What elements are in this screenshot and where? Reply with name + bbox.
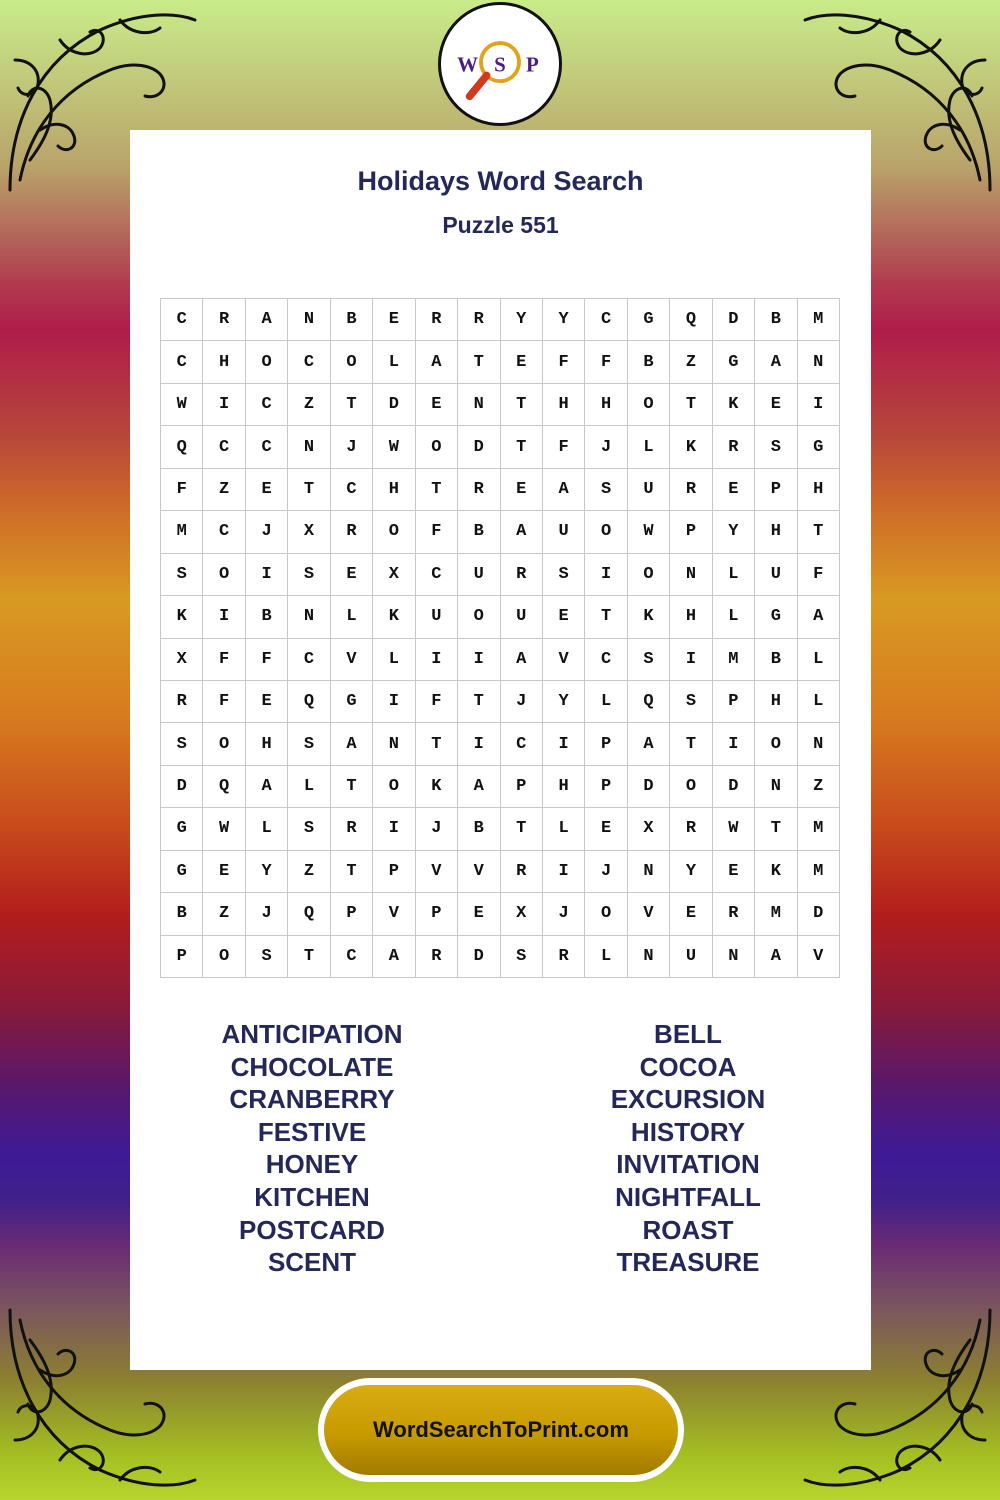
grid-cell[interactable]: Q [628, 681, 670, 723]
grid-cell[interactable]: N [288, 299, 330, 341]
grid-cell[interactable]: H [203, 341, 245, 383]
grid-cell[interactable]: D [713, 766, 755, 808]
grid-cell[interactable]: S [288, 723, 330, 765]
grid-cell[interactable]: F [543, 426, 585, 468]
grid-cell[interactable]: U [670, 936, 712, 978]
grid-cell[interactable]: F [203, 639, 245, 681]
grid-cell[interactable]: T [288, 469, 330, 511]
grid-cell[interactable]: C [161, 299, 203, 341]
grid-cell[interactable]: E [713, 851, 755, 893]
grid-cell[interactable]: R [543, 936, 585, 978]
grid-cell[interactable]: I [543, 723, 585, 765]
grid-cell[interactable]: A [416, 341, 458, 383]
grid-cell[interactable]: S [628, 639, 670, 681]
grid-cell[interactable]: D [161, 766, 203, 808]
word-list-right [538, 1018, 838, 1279]
grid-cell[interactable]: D [713, 299, 755, 341]
grid-cell[interactable]: S [585, 469, 627, 511]
grid-cell[interactable]: S [288, 554, 330, 596]
grid-cell[interactable]: O [203, 723, 245, 765]
word-list-item: TREASURE [616, 1247, 760, 1278]
grid-cell[interactable]: T [798, 511, 840, 553]
word-list-item: ANTICIPATION [221, 1019, 403, 1049]
puzzle-card [130, 130, 871, 1370]
word-list-item: CRANBERRY [229, 1084, 395, 1115]
grid-cell[interactable]: V [416, 851, 458, 893]
grid-cell[interactable]: N [373, 723, 415, 765]
grid-cell[interactable]: J [246, 511, 288, 553]
grid-cell[interactable]: L [585, 936, 627, 978]
grid-cell[interactable]: T [458, 681, 500, 723]
grid-cell[interactable]: H [585, 384, 627, 426]
grid-cell[interactable]: H [798, 469, 840, 511]
grid-cell[interactable]: M [713, 639, 755, 681]
grid-cell[interactable]: P [416, 893, 458, 935]
grid-cell[interactable]: Z [288, 851, 330, 893]
grid-cell[interactable]: A [798, 596, 840, 638]
grid-cell[interactable]: S [246, 936, 288, 978]
grid-cell[interactable]: R [458, 469, 500, 511]
grid-cell[interactable]: W [373, 426, 415, 468]
grid-cell[interactable]: I [713, 723, 755, 765]
grid-cell[interactable]: J [585, 426, 627, 468]
grid-cell[interactable]: L [331, 596, 373, 638]
grid-cell[interactable]: B [458, 808, 500, 850]
grid-cell[interactable]: N [628, 936, 670, 978]
grid-cell[interactable]: B [755, 299, 797, 341]
site-link-button[interactable] [318, 1378, 684, 1482]
grid-cell[interactable]: O [585, 893, 627, 935]
grid-cell[interactable]: L [543, 808, 585, 850]
grid-cell[interactable]: N [628, 851, 670, 893]
grid-cell[interactable]: T [670, 384, 712, 426]
grid-cell[interactable]: E [331, 554, 373, 596]
grid-cell[interactable]: L [798, 639, 840, 681]
grid-cell[interactable]: D [798, 893, 840, 935]
grid-cell[interactable]: F [416, 511, 458, 553]
grid-cell[interactable]: L [713, 554, 755, 596]
letter-grid [160, 298, 840, 978]
grid-cell[interactable]: C [331, 936, 373, 978]
grid-cell[interactable]: R [713, 893, 755, 935]
grid-cell[interactable]: S [755, 426, 797, 468]
word-list-item: BELL [654, 1019, 722, 1049]
grid-cell[interactable]: H [543, 384, 585, 426]
grid-cell[interactable]: K [670, 426, 712, 468]
grid-cell[interactable]: M [798, 808, 840, 850]
grid-cell[interactable]: P [755, 469, 797, 511]
grid-cell[interactable]: T [331, 851, 373, 893]
grid-cell[interactable]: R [203, 299, 245, 341]
grid-cell[interactable]: A [501, 511, 543, 553]
grid-cell[interactable]: W [161, 384, 203, 426]
grid-cell[interactable]: B [161, 893, 203, 935]
grid-cell[interactable]: A [628, 723, 670, 765]
grid-cell[interactable]: T [416, 723, 458, 765]
grid-cell[interactable]: I [670, 639, 712, 681]
grid-cell[interactable]: L [288, 766, 330, 808]
grid-cell[interactable]: M [755, 893, 797, 935]
grid-cell[interactable]: E [246, 681, 288, 723]
grid-cell[interactable]: J [501, 681, 543, 723]
grid-cell[interactable]: Q [203, 766, 245, 808]
word-list-item: EXCURSION [610, 1084, 766, 1115]
grid-cell[interactable]: K [161, 596, 203, 638]
grid-cell[interactable]: O [373, 766, 415, 808]
grid-cell[interactable]: O [755, 723, 797, 765]
grid-cell[interactable]: U [543, 511, 585, 553]
grid-cell[interactable]: R [416, 936, 458, 978]
grid-cell[interactable]: R [713, 426, 755, 468]
site-link-pill [324, 1385, 678, 1475]
grid-cell[interactable]: T [501, 808, 543, 850]
grid-cell[interactable]: Q [288, 893, 330, 935]
word-list-item: CHOCOLATE [230, 1051, 394, 1082]
grid-cell[interactable]: F [543, 341, 585, 383]
grid-cell[interactable]: R [501, 851, 543, 893]
wsp-logo[interactable] [438, 2, 562, 126]
grid-cell[interactable]: M [798, 851, 840, 893]
grid-cell[interactable]: Q [670, 299, 712, 341]
grid-cell[interactable]: N [798, 723, 840, 765]
grid-cell[interactable]: V [543, 639, 585, 681]
grid-cell[interactable]: C [585, 299, 627, 341]
grid-cell[interactable]: Z [670, 341, 712, 383]
grid-cell[interactable]: B [246, 596, 288, 638]
grid-cell[interactable]: E [713, 469, 755, 511]
grid-cell[interactable]: I [373, 808, 415, 850]
grid-cell[interactable]: G [161, 808, 203, 850]
grid-cell[interactable]: R [331, 808, 373, 850]
grid-cell[interactable]: R [331, 511, 373, 553]
grid-cell[interactable]: L [713, 596, 755, 638]
grid-cell[interactable]: K [713, 384, 755, 426]
grid-cell[interactable]: T [670, 723, 712, 765]
grid-cell[interactable]: J [585, 851, 627, 893]
grid-cell[interactable]: U [628, 469, 670, 511]
grid-cell[interactable]: C [161, 341, 203, 383]
grid-cell[interactable]: C [288, 639, 330, 681]
grid-cell[interactable]: I [203, 596, 245, 638]
grid-cell[interactable]: L [585, 681, 627, 723]
grid-cell[interactable]: T [288, 936, 330, 978]
grid-cell[interactable]: X [628, 808, 670, 850]
grid-cell[interactable]: W [628, 511, 670, 553]
grid-cell[interactable]: V [458, 851, 500, 893]
grid-cell[interactable]: X [501, 893, 543, 935]
grid-cell[interactable]: N [798, 341, 840, 383]
grid-cell[interactable]: N [288, 426, 330, 468]
grid-cell[interactable]: N [670, 554, 712, 596]
grid-cell[interactable]: R [670, 808, 712, 850]
grid-cell[interactable]: I [416, 639, 458, 681]
grid-cell[interactable]: G [331, 681, 373, 723]
grid-cell[interactable]: P [161, 936, 203, 978]
grid-cell[interactable]: C [331, 469, 373, 511]
grid-cell[interactable]: L [373, 341, 415, 383]
grid-cell[interactable]: A [755, 341, 797, 383]
grid-cell[interactable]: W [203, 808, 245, 850]
grid-cell[interactable]: H [670, 596, 712, 638]
grid-cell[interactable]: Z [798, 766, 840, 808]
grid-cell[interactable]: M [161, 511, 203, 553]
grid-cell[interactable]: S [288, 808, 330, 850]
grid-cell[interactable]: H [373, 469, 415, 511]
grid-cell[interactable]: G [798, 426, 840, 468]
grid-cell[interactable]: A [543, 469, 585, 511]
grid-cell[interactable]: E [246, 469, 288, 511]
grid-cell[interactable]: N [288, 596, 330, 638]
grid-cell[interactable]: B [458, 511, 500, 553]
site-link-label: WordSearchToPrint.com [373, 1417, 629, 1442]
grid-cell[interactable]: P [501, 766, 543, 808]
grid-cell[interactable]: U [755, 554, 797, 596]
grid-cell[interactable]: L [628, 426, 670, 468]
grid-cell[interactable]: H [755, 681, 797, 723]
grid-cell[interactable]: C [416, 554, 458, 596]
grid-cell[interactable]: P [373, 851, 415, 893]
magnifier-icon [441, 5, 559, 123]
grid-cell[interactable]: O [373, 511, 415, 553]
grid-cell[interactable]: E [458, 893, 500, 935]
grid-cell[interactable]: K [628, 596, 670, 638]
grid-cell[interactable]: Y [543, 681, 585, 723]
grid-cell[interactable]: Y [501, 299, 543, 341]
grid-cell[interactable]: A [331, 723, 373, 765]
grid-cell[interactable]: C [203, 426, 245, 468]
grid-cell[interactable]: N [755, 766, 797, 808]
grid-cell[interactable]: V [798, 936, 840, 978]
grid-cell[interactable]: K [755, 851, 797, 893]
grid-cell[interactable]: S [670, 681, 712, 723]
grid-cell[interactable]: A [458, 766, 500, 808]
grid-cell[interactable]: I [458, 723, 500, 765]
grid-cell[interactable]: D [458, 426, 500, 468]
grid-cell[interactable]: A [755, 936, 797, 978]
grid-cell[interactable]: C [501, 723, 543, 765]
grid-cell[interactable]: L [798, 681, 840, 723]
grid-cell[interactable]: L [373, 639, 415, 681]
grid-cell[interactable]: B [628, 341, 670, 383]
grid-cell[interactable]: I [246, 554, 288, 596]
grid-cell[interactable]: F [798, 554, 840, 596]
grid-cell[interactable]: H [755, 511, 797, 553]
word-list-item: SCENT [267, 1247, 357, 1278]
grid-cell[interactable]: T [458, 341, 500, 383]
grid-cell[interactable]: O [203, 936, 245, 978]
grid-cell[interactable]: A [501, 639, 543, 681]
grid-cell[interactable]: T [501, 426, 543, 468]
grid-cell[interactable]: K [416, 766, 458, 808]
grid-cell[interactable]: O [203, 554, 245, 596]
word-list-item: INVITATION [616, 1149, 760, 1180]
grid-cell[interactable]: R [416, 299, 458, 341]
grid-cell[interactable]: J [246, 893, 288, 935]
grid-cell[interactable]: O [331, 341, 373, 383]
word-list-left [162, 1018, 462, 1279]
grid-cell[interactable]: P [585, 723, 627, 765]
grid-cell[interactable]: U [501, 596, 543, 638]
grid-cell[interactable]: D [458, 936, 500, 978]
grid-cell[interactable]: N [713, 936, 755, 978]
grid-cell[interactable]: I [373, 681, 415, 723]
word-list-item: HISTORY [630, 1116, 746, 1147]
grid-cell[interactable]: J [416, 808, 458, 850]
word-list-item: ROAST [642, 1214, 734, 1245]
grid-cell[interactable]: M [798, 299, 840, 341]
grid-cell[interactable]: T [331, 766, 373, 808]
grid-cell[interactable]: B [331, 299, 373, 341]
grid-cell[interactable]: O [416, 426, 458, 468]
grid-cell[interactable]: O [628, 384, 670, 426]
grid-cell[interactable]: V [373, 893, 415, 935]
grid-cell[interactable]: E [585, 808, 627, 850]
grid-cell[interactable]: E [203, 851, 245, 893]
grid-cell[interactable]: Y [543, 299, 585, 341]
grid-cell[interactable]: O [246, 341, 288, 383]
grid-cell[interactable]: T [331, 384, 373, 426]
grid-cell[interactable]: E [373, 299, 415, 341]
grid-cell[interactable]: I [798, 384, 840, 426]
grid-cell[interactable]: I [458, 639, 500, 681]
grid-cell[interactable]: Z [203, 469, 245, 511]
word-list-item: NIGHTFALL [615, 1181, 761, 1212]
grid-cell[interactable]: A [246, 299, 288, 341]
grid-cell[interactable]: C [203, 511, 245, 553]
grid-cell[interactable]: S [501, 936, 543, 978]
grid-cell[interactable]: R [161, 681, 203, 723]
word-list-item: HONEY [265, 1149, 359, 1180]
grid-cell[interactable]: I [543, 851, 585, 893]
grid-cell[interactable]: P [585, 766, 627, 808]
grid-cell[interactable]: E [543, 596, 585, 638]
grid-cell[interactable]: I [585, 554, 627, 596]
grid-cell[interactable]: F [585, 341, 627, 383]
grid-cell[interactable]: G [161, 851, 203, 893]
grid-cell[interactable]: Y [713, 511, 755, 553]
grid-cell[interactable]: R [670, 469, 712, 511]
grid-cell[interactable]: Z [288, 384, 330, 426]
grid-cell[interactable]: O [585, 511, 627, 553]
grid-cell[interactable]: L [246, 808, 288, 850]
grid-cell[interactable]: P [713, 681, 755, 723]
grid-cell[interactable]: X [373, 554, 415, 596]
grid-cell[interactable]: P [670, 511, 712, 553]
grid-cell[interactable]: V [628, 893, 670, 935]
grid-cell[interactable]: F [416, 681, 458, 723]
grid-cell[interactable]: W [713, 808, 755, 850]
grid-cell[interactable]: Z [203, 893, 245, 935]
grid-cell[interactable]: K [373, 596, 415, 638]
grid-cell[interactable]: J [331, 426, 373, 468]
grid-cell[interactable]: V [331, 639, 373, 681]
grid-cell[interactable]: E [501, 469, 543, 511]
puzzle-number: Puzzle 551 [442, 212, 559, 238]
grid-cell[interactable]: F [246, 639, 288, 681]
grid-cell[interactable]: E [670, 893, 712, 935]
grid-cell[interactable]: D [373, 384, 415, 426]
grid-cell[interactable]: X [161, 639, 203, 681]
grid-cell[interactable]: T [416, 469, 458, 511]
grid-cell[interactable]: J [543, 893, 585, 935]
grid-cell[interactable]: F [203, 681, 245, 723]
grid-cell[interactable]: D [628, 766, 670, 808]
grid-cell[interactable]: C [585, 639, 627, 681]
word-list-item: FESTIVE [257, 1116, 367, 1147]
grid-cell[interactable]: C [246, 384, 288, 426]
word-list-item: COCOA [639, 1051, 737, 1082]
grid-cell[interactable]: R [501, 554, 543, 596]
grid-cell[interactable]: O [670, 766, 712, 808]
grid-cell[interactable]: A [373, 936, 415, 978]
word-list-item: KITCHEN [254, 1181, 370, 1212]
grid-cell[interactable]: G [713, 341, 755, 383]
grid-cell[interactable]: T [585, 596, 627, 638]
grid-cell[interactable]: T [755, 808, 797, 850]
grid-cell[interactable]: H [246, 723, 288, 765]
grid-cell[interactable]: U [458, 554, 500, 596]
grid-cell[interactable]: Q [161, 426, 203, 468]
grid-cell[interactable]: G [755, 596, 797, 638]
logo-letter-p: P [525, 52, 539, 77]
grid-cell[interactable]: A [246, 766, 288, 808]
grid-cell[interactable]: Q [288, 681, 330, 723]
grid-cell[interactable]: X [288, 511, 330, 553]
grid-cell[interactable]: C [246, 426, 288, 468]
grid-cell[interactable]: E [755, 384, 797, 426]
grid-cell[interactable]: S [161, 723, 203, 765]
grid-cell[interactable]: F [161, 469, 203, 511]
grid-cell[interactable]: H [543, 766, 585, 808]
grid-cell[interactable]: E [416, 384, 458, 426]
grid-cell[interactable]: Y [670, 851, 712, 893]
grid-cell[interactable]: R [458, 299, 500, 341]
grid-cell[interactable]: S [543, 554, 585, 596]
puzzle-title: Holidays Word Search [357, 166, 644, 196]
grid-cell[interactable]: I [203, 384, 245, 426]
grid-cell[interactable]: O [628, 554, 670, 596]
grid-cell[interactable]: E [501, 341, 543, 383]
grid-cell[interactable]: G [628, 299, 670, 341]
grid-cell[interactable]: Y [246, 851, 288, 893]
grid-cell[interactable]: U [416, 596, 458, 638]
logo-letter-w: W [457, 52, 479, 77]
grid-cell[interactable]: P [331, 893, 373, 935]
grid-cell[interactable]: S [161, 554, 203, 596]
grid-cell[interactable]: O [458, 596, 500, 638]
grid-cell[interactable]: C [288, 341, 330, 383]
word-list-item: POSTCARD [239, 1214, 385, 1245]
logo-letter-s: S [494, 52, 506, 77]
grid-cell[interactable]: B [755, 639, 797, 681]
grid-cell[interactable]: T [501, 384, 543, 426]
grid-cell[interactable]: N [458, 384, 500, 426]
